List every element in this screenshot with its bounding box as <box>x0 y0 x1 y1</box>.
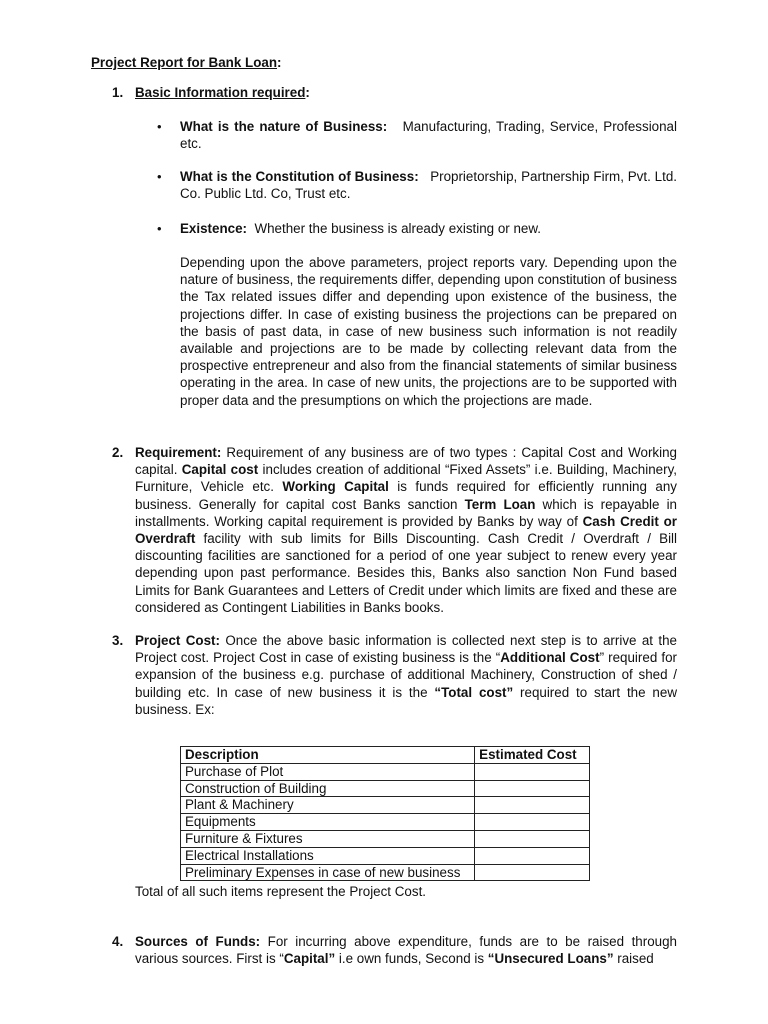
section-2-paragraph <box>135 444 677 616</box>
table-row <box>181 763 590 780</box>
bullet-label: What is the Constitution of Business: <box>180 169 419 184</box>
keyword: Working Capital <box>282 479 389 495</box>
section-1-heading-text: Basic Information required <box>135 85 306 100</box>
cell-description: Purchase of Plot <box>181 763 475 780</box>
cell-estimated-cost <box>475 864 590 881</box>
cell-description: Electrical Installations <box>181 847 475 864</box>
page-title-text: Project Report for Bank Loan <box>91 55 278 70</box>
page-title-colon: : <box>277 55 282 70</box>
header-description: Description <box>181 747 475 764</box>
text-run: i.e own funds, Second is <box>335 951 488 967</box>
cell-estimated-cost <box>475 797 590 814</box>
bullet-icon: • <box>157 169 162 184</box>
keyword: “Total cost” <box>434 684 514 700</box>
cell-description: Equipments <box>181 814 475 831</box>
keyword: Additional Cost <box>500 650 600 666</box>
text-run: required to start the new business. Ex: <box>135 684 678 717</box>
section-4-label: Sources of Funds: <box>135 934 261 949</box>
section-3-number: 3. <box>112 633 124 648</box>
bullet-label: Existence: <box>180 221 247 236</box>
keyword: Capital” <box>283 951 336 967</box>
table-row <box>181 864 590 881</box>
text-run: includes creation of additional “Fixed Assets” i.e. Building, Machinery, Furniture, Vehicle etc. <box>135 462 677 495</box>
section-1-heading <box>135 84 310 101</box>
table-row <box>181 797 590 814</box>
keyword: Cash Credit or Overdraft <box>135 513 678 547</box>
text-run: ” required for expansion of the business e.g. purchase of additional Machinery, Construction of shed / building etc. In case of new business it is the <box>135 650 677 700</box>
table-row <box>181 847 590 864</box>
section-3-label: Project Cost: <box>135 633 220 648</box>
section-4-number: 4. <box>112 934 124 949</box>
section-2-number: 2. <box>112 445 124 460</box>
bullet-text: Whether the business is already existing or new. <box>254 221 542 236</box>
table-header-row <box>181 747 590 764</box>
cell-estimated-cost <box>475 780 590 797</box>
section-1-number: 1. <box>112 85 124 100</box>
bullet-icon: • <box>157 221 162 236</box>
cell-estimated-cost <box>475 814 590 831</box>
table-row <box>181 780 590 797</box>
section-4-paragraph <box>135 933 677 967</box>
keyword: Capital cost <box>181 462 259 478</box>
header-estimated-cost: Estimated Cost <box>475 747 590 764</box>
cell-description: Construction of Building <box>181 780 475 797</box>
text-run: which is repayable in installments. Working capital requirement is provided by Banks by way of <box>135 496 677 529</box>
project-cost-summary: Total of all such items represent the Project Cost. <box>135 884 427 899</box>
bullet-label: What is the nature of Business: <box>180 119 388 134</box>
section-1-heading-colon: : <box>305 85 310 100</box>
bullet-text: Proprietorship, Partnership Firm, Pvt. Ltd. Co. Public Ltd. Co, Trust etc. <box>180 169 677 202</box>
cell-description: Furniture & Fixtures <box>181 830 475 847</box>
cell-description: Preliminary Expenses in case of new business <box>181 864 475 881</box>
text-run: is funds required for efficiently running any business. Generally for capital cost Banks sanction <box>135 479 677 512</box>
text-run: Once the above basic information is collected next step is to arrive at the Project cost. Project Cost in case of existing business is the “ <box>135 633 677 666</box>
bullet-constitution-of-business <box>180 168 677 202</box>
bullet-existence <box>180 220 677 237</box>
table-row <box>181 814 590 831</box>
keyword: “Unsecured Loans” <box>487 951 614 967</box>
text-run: facility with sub limits for Bills Discounting. Cash Credit / Overdraft / Bill discounting facilities are sanctioned for a period of one year subject to renew every year depending upon past performance. Besides this, Banks also sanction Non Fund based Limits for Bank Guarantees and Letters of Credit under which limits are fixed and these are considered as Contingent Liabilities in Banks books. <box>135 531 677 615</box>
cell-description: Plant & Machinery <box>181 797 475 814</box>
page-title <box>91 54 281 71</box>
text-run: For incurring above expenditure, funds are to be raised through various sources. First is “ <box>135 934 677 967</box>
text-run: Requirement of any business are of two types : Capital Cost and Working capital. <box>135 445 677 478</box>
section-2-label: Requirement: <box>135 445 222 460</box>
cell-estimated-cost <box>475 763 590 780</box>
keyword: Term Loan <box>464 496 536 512</box>
project-cost-table <box>180 746 590 881</box>
bullet-nature-of-business <box>180 118 677 152</box>
cell-estimated-cost <box>475 830 590 847</box>
bullet-text: Manufacturing, Trading, Service, Professional etc. <box>180 119 677 152</box>
bullet-icon: • <box>157 119 162 134</box>
table-row <box>181 830 590 847</box>
cell-estimated-cost <box>475 847 590 864</box>
section-1-paragraph: Depending upon the above parameters, project reports vary. Depending upon the nature of business, the requirements differ, depending upon constitution of business the Tax related issues differ and depending upon existence of the business, the projections differ. In case of existing business the projections can be prepared on the basis of past data, in case of new business such information is not readily available and projections are to be made by collecting relevant data from the prospective entrepreneur and also from the financial statements of similar business operating in the area. In case of new units, the projections are to be supported with proper data and the presumptions on which the projections are made. <box>180 255 677 408</box>
text-run: raised <box>613 951 654 967</box>
section-3-paragraph <box>135 632 677 718</box>
